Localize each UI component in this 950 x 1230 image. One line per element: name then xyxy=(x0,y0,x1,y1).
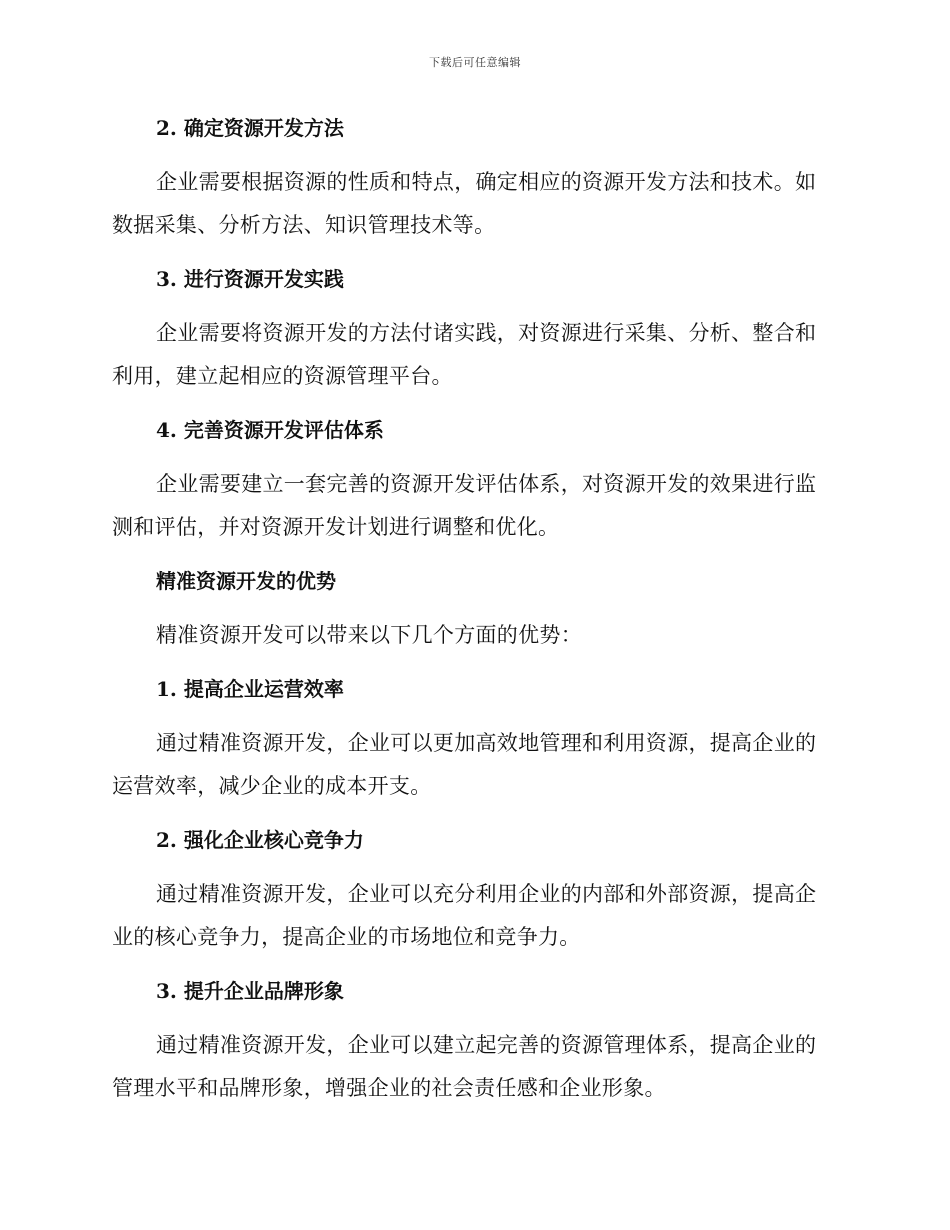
section-heading-efficiency: 1. 提高企业运营效率 xyxy=(156,677,344,701)
section-paragraph-evaluation-system: 企业需要建立一套完善的资源开发评估体系，对资源开发的效果进行监测和评估，并对资源开发计划进行调整和优化。 xyxy=(112,472,817,539)
section-paragraph-competitiveness: 通过精准资源开发，企业可以充分利用企业的内部和外部资源，提高企业的核心竞争力，提高企业的市场地位和竞争力。 xyxy=(112,882,817,949)
section-paragraph-determine-method: 企业需要根据资源的性质和特点，确定相应的资源开发方法和技术。如数据采集、分析方法、知识管理技术等。 xyxy=(112,170,817,237)
document-body xyxy=(112,108,832,1122)
page-header-note: 下载后可任意编辑 xyxy=(429,56,521,69)
section-paragraph-advantages: 精准资源开发可以带来以下几个方面的优势： xyxy=(156,623,582,647)
section-heading-brand-image: 3. 提升企业品牌形象 xyxy=(156,979,344,1003)
section-heading-advantages: 精准资源开发的优势 xyxy=(156,569,336,593)
section-paragraph-efficiency: 通过精准资源开发，企业可以更加高效地管理和利用资源，提高企业的运营效率，减少企业的成本开支。 xyxy=(112,731,817,798)
section-heading-evaluation-system: 4. 完善资源开发评估体系 xyxy=(156,418,384,442)
section-paragraph-brand-image: 通过精准资源开发，企业可以建立起完善的资源管理体系，提高企业的管理水平和品牌形象，增强企业的社会责任感和企业形象。 xyxy=(112,1033,817,1100)
section-heading-competitiveness: 2. 强化企业核心竞争力 xyxy=(156,828,364,852)
section-heading-practice: 3. 进行资源开发实践 xyxy=(156,267,344,291)
section-paragraph-practice: 企业需要将资源开发的方法付诸实践，对资源进行采集、分析、整合和利用，建立起相应的资源管理平台。 xyxy=(112,321,817,388)
section-heading-determine-method: 2. 确定资源开发方法 xyxy=(156,116,344,140)
